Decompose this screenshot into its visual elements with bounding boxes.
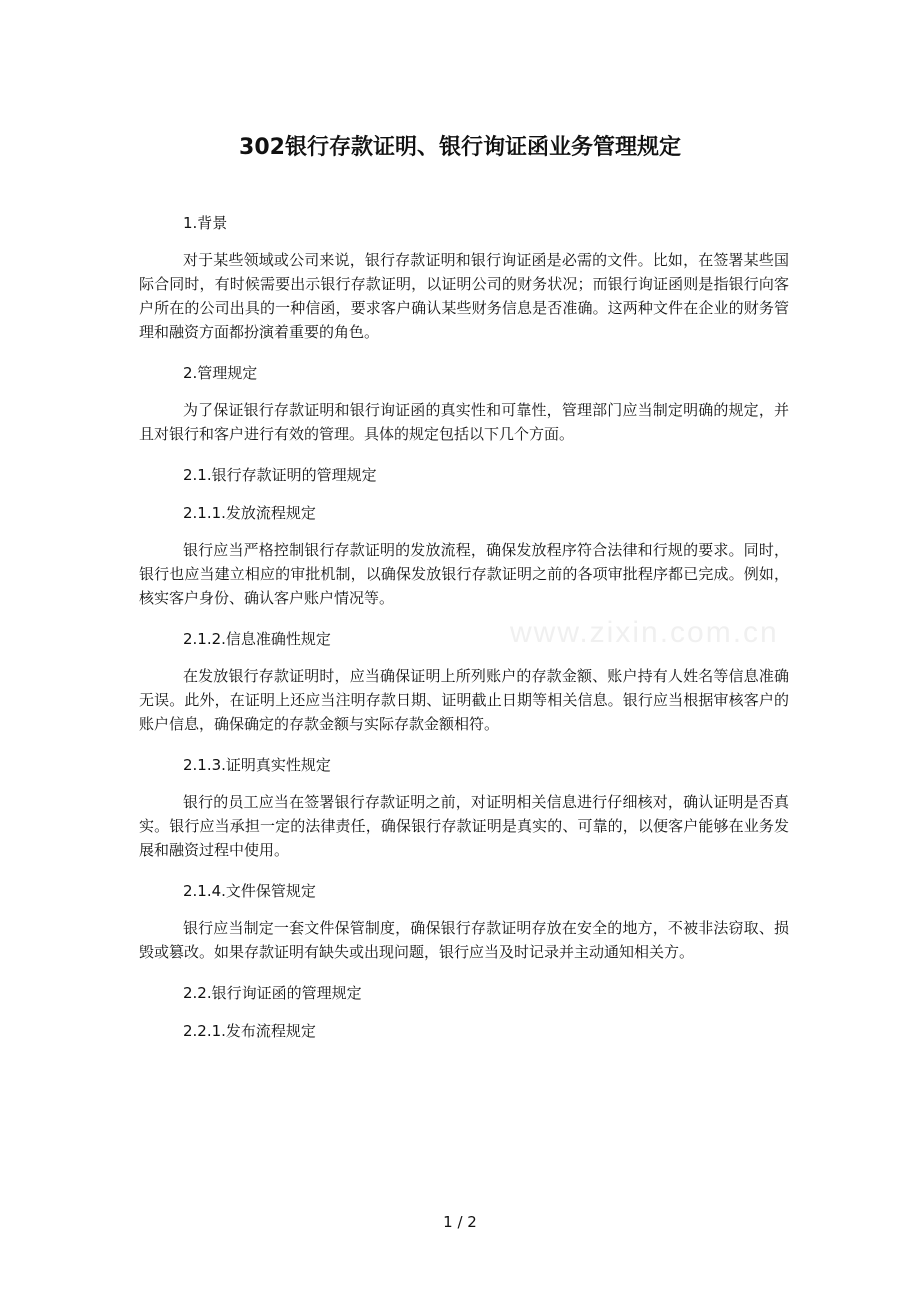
section-heading-background: 1.背景 bbox=[183, 214, 228, 232]
section-heading-inquiry-letter: 2.2.银行询证函的管理规定 bbox=[183, 984, 362, 1002]
watermark-text: www.zixin.com.cn bbox=[510, 616, 779, 649]
paragraph-rules: 为了保证银行存款证明和银行询证函的真实性和可靠性，管理部门应当制定明确的规定，并且对银行和客户进行有效的管理。具体的规定包括以下几个方面。 bbox=[139, 401, 789, 443]
page-title: 302银行存款证明、银行询证函业务管理规定 bbox=[239, 135, 681, 160]
section-heading-publish-process: 2.2.1.发布流程规定 bbox=[183, 1022, 316, 1040]
section-heading-rules: 2.管理规定 bbox=[183, 364, 258, 382]
paragraph-issuance-process: 银行应当严格控制银行存款证明的发放流程，确保发放程序符合法律和行规的要求。同时，银行也应当建立相应的审批机制，以确保发放银行存款证明之前的各项审批程序都已完成。例如，核实客户身份、确认客户账户情况等。 bbox=[139, 541, 789, 607]
paragraph-info-accuracy: 在发放银行存款证明时，应当确保证明上所列账户的存款金额、账户持有人姓名等信息准确无误。此外，在证明上还应当注明存款日期、证明截止日期等相关信息。银行应当根据审核客户的账户信息，确保确定的存款金额与实际存款金额相符。 bbox=[139, 667, 789, 733]
section-heading-authenticity: 2.1.3.证明真实性规定 bbox=[183, 756, 331, 774]
document-body bbox=[139, 210, 789, 1044]
page-number: 1 / 2 bbox=[443, 1213, 477, 1231]
section-heading-deposit-certificate: 2.1.银行存款证明的管理规定 bbox=[183, 466, 377, 484]
section-heading-file-custody: 2.1.4.文件保管规定 bbox=[183, 882, 316, 900]
paragraph-file-custody: 银行应当制定一套文件保管制度，确保银行存款证明存放在安全的地方，不被非法窃取、损毁或篡改。如果存款证明有缺失或出现问题，银行应当及时记录并主动通知相关方。 bbox=[139, 919, 789, 961]
paragraph-authenticity: 银行的员工应当在签署银行存款证明之前，对证明相关信息进行仔细核对，确认证明是否真实。银行应当承担一定的法律责任，确保银行存款证明是真实的、可靠的，以便客户能够在业务发展和融资过程中使用。 bbox=[139, 793, 789, 859]
section-heading-info-accuracy: 2.1.2.信息准确性规定 bbox=[183, 630, 331, 648]
paragraph-background: 对于某些领域或公司来说，银行存款证明和银行询证函是必需的文件。比如，在签署某些国际合同时，有时候需要出示银行存款证明，以证明公司的财务状况；而银行询证函则是指银行向客户所在的公司出具的一种信函，要求客户确认某些财务信息是否准确。这两种文件在企业的财务管理和融资方面都扮演着重要的角色。 bbox=[139, 251, 789, 341]
section-heading-issuance-process: 2.1.1.发放流程规定 bbox=[183, 504, 316, 522]
